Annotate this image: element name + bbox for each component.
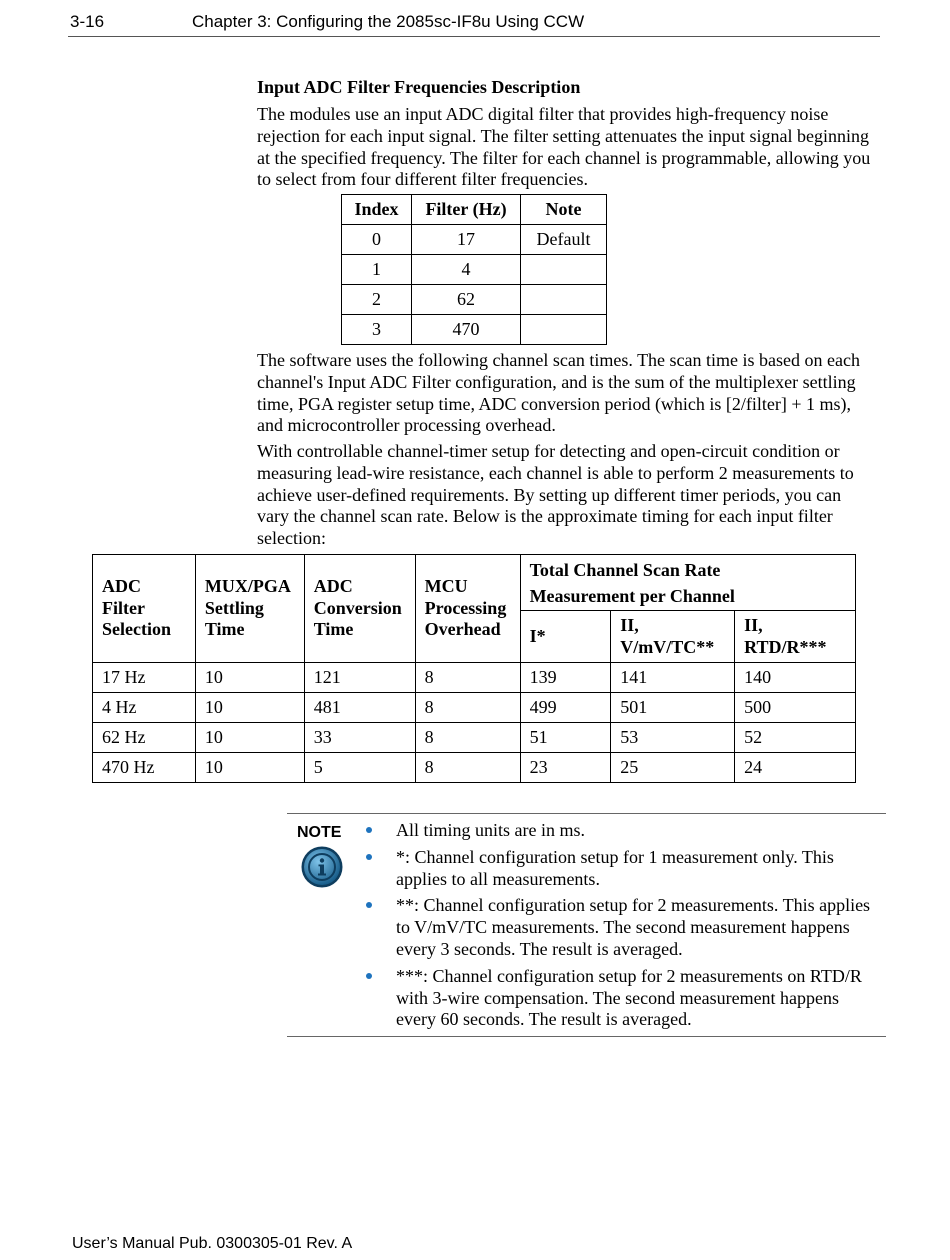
table-cell (521, 315, 607, 345)
table-cell: 5 (304, 753, 415, 783)
table-header-row (93, 555, 856, 611)
table-cell: 1 (342, 255, 412, 285)
table-cell: 10 (195, 753, 304, 783)
table-row (93, 753, 856, 783)
table-cell: 499 (520, 693, 611, 723)
page-number: 3-16 (70, 12, 105, 31)
table-row (342, 225, 607, 255)
filter-section (257, 76, 877, 191)
timer-paragraph: With controllable channel-timer setup for detecting and open-circuit condition or measuring lead-wire resistance, each channel is able to perform 2 measurements to achieve user-defined requirements. By setting up different timer periods, you can vary the channel scan rate. Below is the approximate timing for each input filter selection: (257, 441, 854, 549)
table-cell: 51 (520, 723, 611, 753)
table-cell: 139 (520, 663, 611, 693)
table-row (342, 285, 607, 315)
section-title: Input ADC Filter Frequencies Description (257, 77, 581, 97)
table-cell: 500 (735, 693, 856, 723)
table-cell: 23 (520, 753, 611, 783)
list-item: **: Channel configuration setup for 2 measurements. This applies to V/mV/TC measurements. The second measurement happens every 3 seconds. The result is averaged. (365, 895, 875, 960)
column-header: Filter (Hz) (412, 195, 521, 225)
table-row (93, 723, 856, 753)
table-cell: 470 Hz (93, 753, 196, 783)
column-header-mux: MUX/PGA Settling Time (195, 555, 304, 663)
intro-paragraph: The modules use an input ADC digital filter that provides high-frequency noise rejection for each input signal. The filter setting attenuates the input signal beginning at the specified frequency. The filter for each channel is programmable, allowing you to select from four different filter frequencies. (257, 104, 871, 190)
column-header-total: Total Channel Scan Rate Measurement per Channel (520, 555, 855, 611)
table-cell (521, 285, 607, 315)
filter-frequency-table (341, 194, 607, 345)
table-cell: 17 (412, 225, 521, 255)
scan-rate-table (92, 554, 856, 783)
bullet-icon (366, 902, 372, 908)
table-cell: 62 Hz (93, 723, 196, 753)
table-cell: 10 (195, 723, 304, 753)
bullet-icon (366, 854, 372, 860)
table-cell: 2 (342, 285, 412, 315)
table-cell: 8 (415, 663, 520, 693)
table-cell: 481 (304, 693, 415, 723)
table-cell: 501 (611, 693, 735, 723)
scan-times-paragraph: The software uses the following channel scan times. The scan time is based on each channel's Input ADC Filter configuration, and is the sum of the multiplexer settling time, PGA register setup time, ADC conversion period (which is [2/filter] + 1 ms), and microcontroller processing overhead. (257, 350, 860, 436)
table-cell: Default (521, 225, 607, 255)
table-cell: 0 (342, 225, 412, 255)
table-cell: 24 (735, 753, 856, 783)
column-header-filter: ADC Filter Selection (93, 555, 196, 663)
table-row (342, 315, 607, 345)
table-cell: 8 (415, 753, 520, 783)
table-cell: 470 (412, 315, 521, 345)
bullet-icon (366, 973, 372, 979)
table-cell: 10 (195, 663, 304, 693)
column-header: Note (521, 195, 607, 225)
table-cell: 53 (611, 723, 735, 753)
list-item: ***: Channel configuration setup for 2 measurements on RTD/R with 3-wire compensation. The second measurement happens every 60 seconds. The result is averaged. (365, 966, 875, 1031)
table-cell: 3 (342, 315, 412, 345)
note-box (287, 813, 886, 1037)
table-cell: 8 (415, 723, 520, 753)
column-header-adc: ADC Conversion Time (304, 555, 415, 663)
table-cell: 4 (412, 255, 521, 285)
table-cell: 121 (304, 663, 415, 693)
table-row (93, 693, 856, 723)
bullet-icon (366, 827, 372, 833)
column-header: Index (342, 195, 412, 225)
column-header-i: I* (520, 611, 611, 663)
note-list (365, 820, 875, 1036)
table-row (93, 663, 856, 693)
column-header-ii-v: II, V/mV/TC** (611, 611, 735, 663)
list-item: *: Channel configuration setup for 1 measurement only. This applies to all measurements. (365, 847, 875, 891)
table-cell: 8 (415, 693, 520, 723)
column-header-mcu: MCU Processing Overhead (415, 555, 520, 663)
table-cell: 141 (611, 663, 735, 693)
page-header (68, 12, 880, 37)
table-cell: 10 (195, 693, 304, 723)
table-cell: 33 (304, 723, 415, 753)
note-label: NOTE (297, 824, 342, 841)
table-cell: 62 (412, 285, 521, 315)
table-cell: 17 Hz (93, 663, 196, 693)
info-icon (300, 845, 344, 894)
table-row (342, 255, 607, 285)
table-cell: 52 (735, 723, 856, 753)
table-cell: 25 (611, 753, 735, 783)
table-cell (521, 255, 607, 285)
chapter-title: Chapter 3: Configuring the 2085sc-IF8u Using CCW (192, 12, 585, 31)
page-footer: User’s Manual Pub. 0300305-01 Rev. A (72, 1235, 353, 1252)
table-cell: 4 Hz (93, 693, 196, 723)
list-item: All timing units are in ms. (365, 820, 875, 842)
table-cell: 140 (735, 663, 856, 693)
table-header-row (342, 195, 607, 225)
column-header-ii-rtd: II, RTD/R*** (735, 611, 856, 663)
